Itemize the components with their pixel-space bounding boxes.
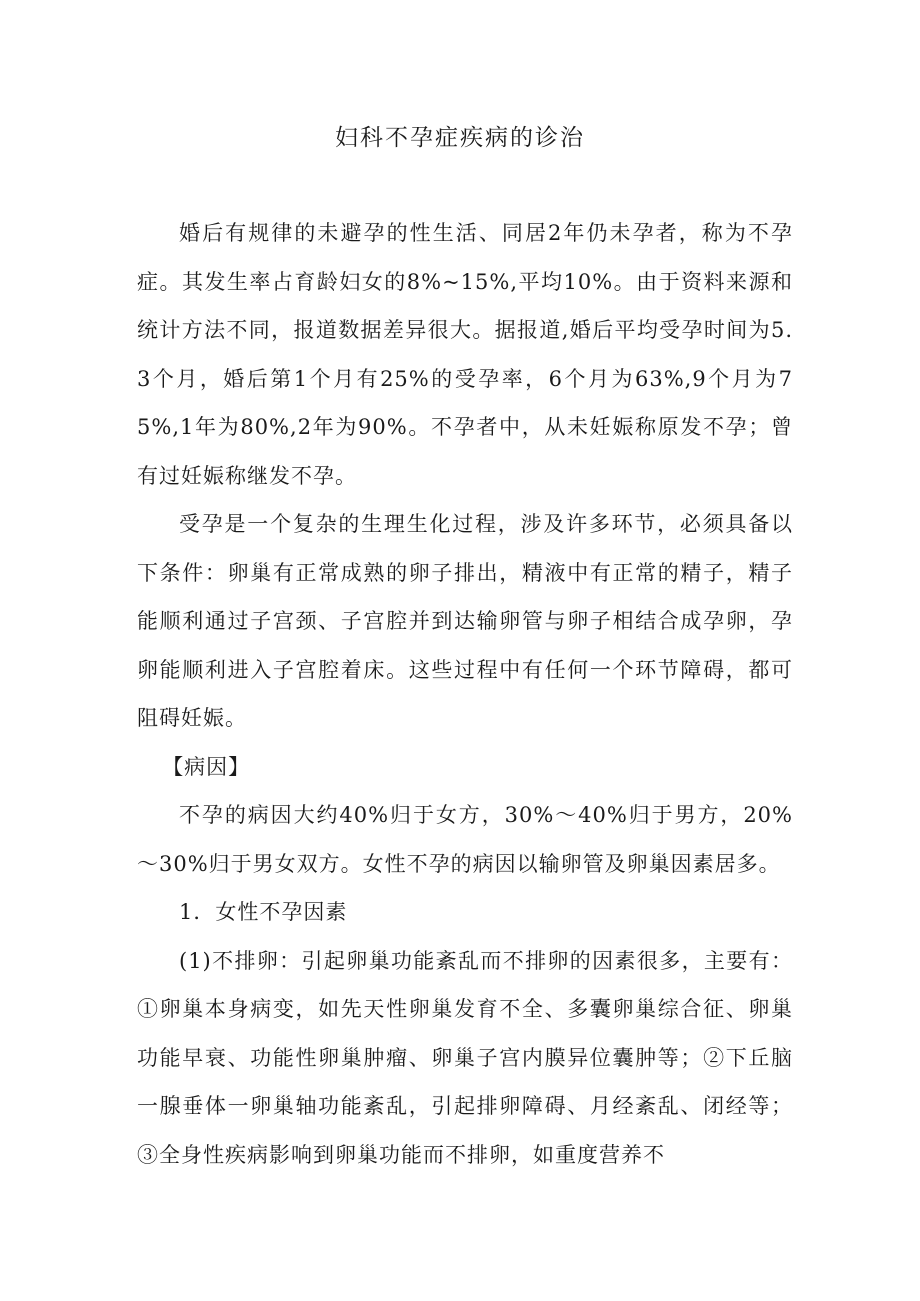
paragraph-anovulation: (1)不排卵：引起卵巢功能紊乱而不排卵的因素很多，主要有：①卵巢本身病变，如先天性卵巢发育不全、多囊卵巢综合征、卵巢功能早衰、功能性卵巢肿瘤、卵巢子宫内膜异位囊肿等；②下丘脑一腺垂体一卵巢轴功能紊乱，引起排卵障碍、月经紊乱、闭经等；③全身性疾病影响到卵巢功能而不排卵，如重度营养不 (137, 948, 793, 1167)
paragraph-etiology-overview: 不孕的病因大约40%归于女方，30%～40%归于男方，20%～30%归于男女双方。女性不孕的病因以输卵管及卵巢因素居多。 (137, 803, 793, 876)
section-heading-etiology: 【病因】 (162, 754, 251, 779)
paragraph-definition: 婚后有规律的未避孕的性生活、同居2年仍未孕者，称为不孕症。其发生率占育龄妇女的8%~15%,平均10%。由于资料来源和统计方法不同，报道数据差异很大。据报道,婚后平均受孕时间为5.3个月，婚后第1个月有25%的受孕率，6个月为63%,9个月为75%,1年为80%,2年为90%。不孕者中，从未妊娠称原发不孕；曾有过妊娠称继发不孕。 (137, 221, 793, 488)
subheading-female-factors: 1．女性不孕因素 (179, 900, 348, 924)
document-body (137, 209, 793, 1179)
paragraph-conception-conditions: 受孕是一个复杂的生理生化过程，涉及许多环节，必须具备以下条件：卵巢有正常成熟的卵子排出，精液中有正常的精子，精子能顺利通过子宫颈、子宫腔并到达输卵管与卵子相结合成孕卵，孕卵能顺利进入子宫腔着床。这些过程中有任何一个环节障碍，都可阻碍妊娠。 (137, 512, 793, 730)
document-title: 妇科不孕症疾病的诊治 (335, 125, 585, 151)
